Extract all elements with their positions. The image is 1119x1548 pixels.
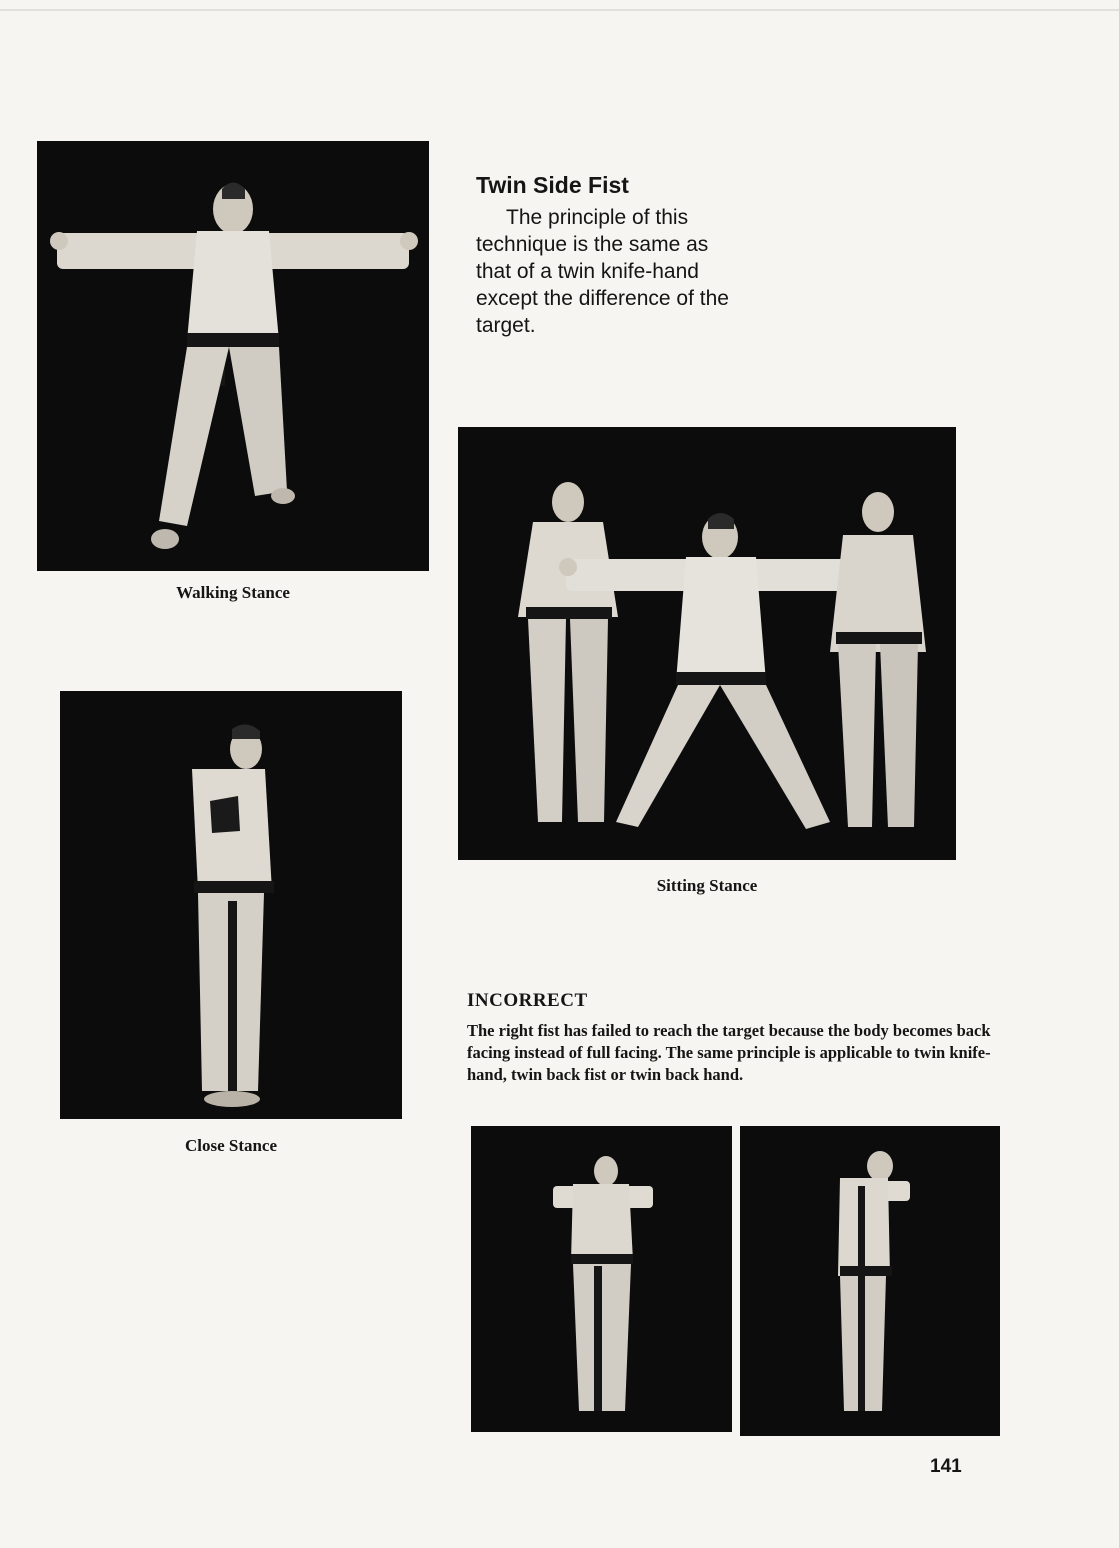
scan-edge-line bbox=[0, 9, 1119, 11]
section-body: The principle of this technique is the same as that of a twin knife-hand except the difference of the target. bbox=[476, 206, 729, 337]
incorrect-photo-right bbox=[740, 1126, 1000, 1436]
walking-stance-photo bbox=[37, 141, 429, 571]
section-title: Twin Side Fist bbox=[476, 172, 629, 198]
walking-stance-caption: Walking Stance bbox=[176, 583, 290, 602]
incorrect-photo-left bbox=[471, 1126, 732, 1432]
incorrect-body: The right fist has failed to reach the target because the body becomes back facing instead of full facing. The same principle is applicable to twin knife-hand, twin back fist or twin back hand. bbox=[467, 1021, 991, 1084]
close-stance-caption: Close Stance bbox=[184, 1136, 278, 1155]
sitting-stance-photo bbox=[458, 427, 956, 860]
incorrect-heading: INCORRECT bbox=[467, 990, 588, 1011]
close-stance-photo bbox=[60, 691, 402, 1119]
sitting-stance-caption: Sitting Stance bbox=[656, 876, 758, 895]
page-number: 141 bbox=[930, 1456, 962, 1477]
